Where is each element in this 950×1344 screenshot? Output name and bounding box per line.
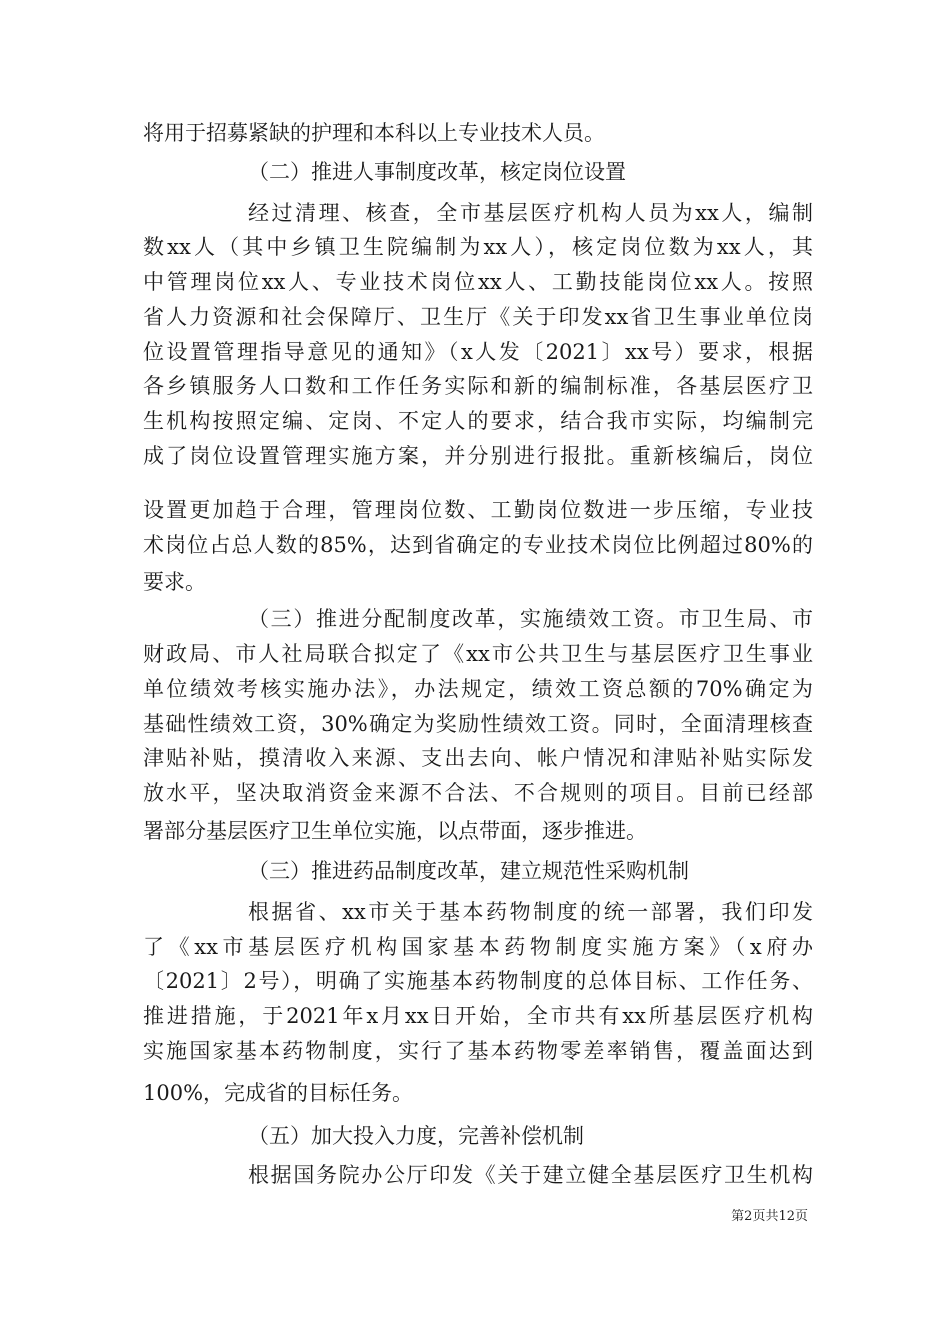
- paragraph-line: 设置更加趋于合理，管理岗位数、工勤岗位数进一步压缩，专业技: [143, 498, 813, 522]
- paragraph-line: 各乡镇服务人口数和工作任务实际和新的编制标准，各基层医疗卫: [143, 374, 813, 398]
- section-heading: （二）推进人事制度改革，核定岗位设置: [248, 160, 626, 184]
- paragraph-line: 省人力资源和社会保障厅、卫生厅《关于印发xx省卫生事业单位岗: [143, 305, 813, 329]
- paragraph-line: 100%，完成省的目标任务。: [143, 1081, 414, 1105]
- section-heading: （三）推进分配制度改革，实施绩效工资。市卫生局、市: [248, 607, 813, 631]
- paragraph-line: 根据省、xx市关于基本药物制度的统一部署，我们印发: [248, 900, 813, 924]
- page-number-footer: 第2页共12页: [731, 1209, 808, 1224]
- paragraph-line: 中管理岗位xx人、专业技术岗位xx人、工勤技能岗位xx人。按照: [143, 270, 813, 294]
- paragraph-line: 数xx人（其中乡镇卫生院编制为xx人），核定岗位数为xx人，其: [143, 235, 813, 259]
- paragraph-line: 署部分基层医疗卫生单位实施，以点带面，逐步推进。: [143, 819, 647, 843]
- paragraph-line: 实施国家基本药物制度，实行了基本药物零差率销售，覆盖面达到: [143, 1039, 813, 1063]
- paragraph-line: 将用于招募紧缺的护理和本科以上专业技术人员。: [143, 121, 605, 145]
- paragraph-line: 要求。: [143, 570, 206, 594]
- paragraph-line: 财政局、市人社局联合拟定了《xx市公共卫生与基层医疗卫生事业: [143, 642, 813, 666]
- paragraph-line: 根据国务院办公厅印发《关于建立健全基层医疗卫生机构: [248, 1163, 813, 1187]
- paragraph-line: 基础性绩效工资，30%确定为奖励性绩效工资。同时，全面清理核查: [143, 712, 813, 736]
- paragraph-line: 单位绩效考核实施办法》，办法规定，绩效工资总额的70%确定为: [143, 677, 813, 701]
- section-heading: （三）推进药品制度改革，建立规范性采购机制: [248, 859, 689, 883]
- paragraph-line: 了《xx市基层医疗机构国家基本药物制度实施方案》（x府办: [143, 935, 813, 959]
- paragraph-line: 推进措施，于2021年x月xx日开始，全市共有xx所基层医疗机构: [143, 1004, 813, 1028]
- paragraph-line: 成了岗位设置管理实施方案，并分别进行报批。重新核编后，岗位: [143, 444, 813, 468]
- paragraph-line: 生机构按照定编、定岗、不定人的要求，结合我市实际，均编制完: [143, 409, 813, 433]
- paragraph-line: 术岗位占总人数的85%，达到省确定的专业技术岗位比例超过80%的: [143, 533, 813, 557]
- paragraph-line: 放水平，坚决取消资金来源不合法、不合规则的项目。目前已经部: [143, 781, 813, 805]
- paragraph-line: 经过清理、核查，全市基层医疗机构人员为xx人，编制: [248, 201, 813, 225]
- section-heading: （五）加大投入力度，完善补偿机制: [248, 1124, 584, 1148]
- paragraph-line: 位设置管理指导意见的通知》（x人发〔2021〕xx号）要求，根据: [143, 340, 813, 364]
- paragraph-line: 〔2021〕2号），明确了实施基本药物制度的总体目标、工作任务、: [143, 969, 813, 993]
- paragraph-line: 津贴补贴，摸清收入来源、支出去向、帐户情况和津贴补贴实际发: [143, 746, 813, 770]
